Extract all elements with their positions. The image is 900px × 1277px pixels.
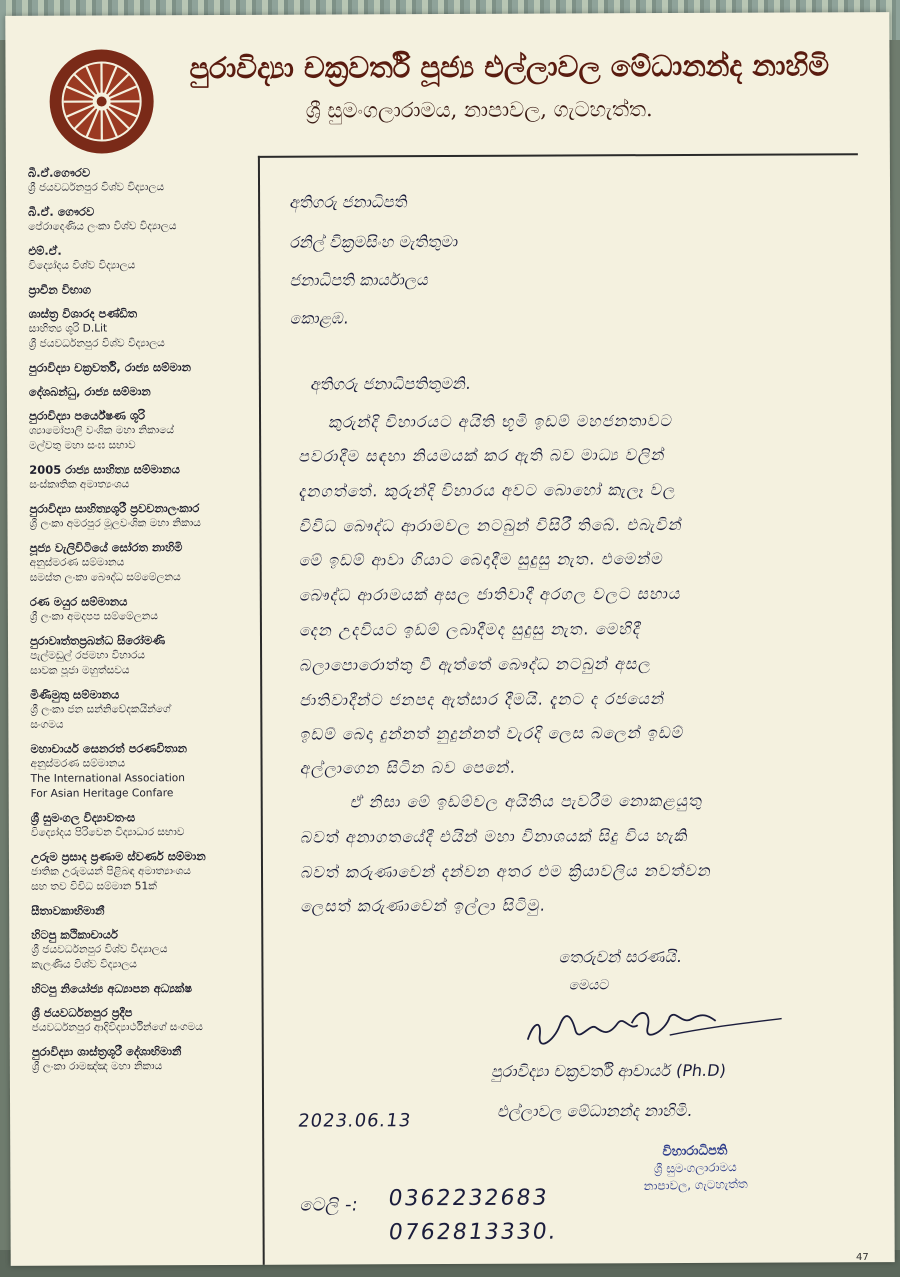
body-line: බෞද්ධ ආරාමයක් අසල ජාතිවාදී අරගල වලට සහාය (298, 583, 683, 605)
credential-item (29, 306, 261, 352)
letter-sheet (5, 12, 894, 1266)
closing-name-line: එල්ලාවල මේධානන්ද නාහිමි. (496, 1100, 694, 1121)
credential-item (30, 633, 262, 679)
credential-heading: පුරාවිද්‍යා පර්යේෂණ ශූරි (28, 408, 146, 423)
credential-item (28, 243, 260, 274)
letterhead-address: ශ්‍රී සුමංගලාරාමය, නාපාවල, ගැටහැත්ත. (305, 97, 653, 123)
credential-item (29, 408, 261, 454)
credential-heading: මිණිමුතු සම්මානය (30, 687, 120, 702)
credential-line: පේරාදෙණිය ලංකා විශ්ව විද්‍යාලය (28, 220, 177, 233)
body-line: විවිධ බෞද්ධ ආරාමවල නටබුන් විසිරී තිබේ. එබැවින් (298, 514, 685, 536)
body-line: දෙන උදවියට ඉඩම් ලබාදීමද සුදුසු නැත. මෙහිදී (298, 619, 643, 640)
credential-item (30, 594, 262, 625)
credential-heading: පූජ්‍ය වැලිවිටියේ සෝරත නාහිමි (29, 540, 183, 555)
recipient-line-3: ජනාධිපති කාර්යාලය (289, 270, 431, 290)
credential-line: සාහිත්‍ය ශූරි D.Lit (28, 322, 108, 335)
credential-item (31, 927, 263, 973)
credential-line: සංස්කෘතික අමාත්‍යංශය (29, 478, 130, 491)
credential-heading: සීතාවකාභිමානී (31, 903, 105, 918)
credential-line: සමස්ත ලංකා බෞද්ධ සම්මේලනය (29, 571, 181, 584)
credential-item (28, 165, 260, 196)
credential-item (30, 540, 262, 586)
body-line: ඒ නිසා මේ ඉඩම්වල අයිතිය පැවරීම නොකළයුතු (349, 790, 705, 812)
credential-heading: හිටපු කථිකාචාර්ය (31, 927, 118, 942)
credential-line: ශ්‍යාමෝපාලි වංශික මහා නිකායේ (29, 424, 175, 437)
body-line: ඉඩම් බෙදා දුන්නත් නුදුන්නත් වැරදි ලෙස බලෙන් ඉඩම් (299, 722, 686, 744)
credential-heading: 2005 රාජ්‍ය සාහිත්‍ය සම්මානය (29, 462, 180, 477)
credential-line: ජයවර්ධනපුර ආදිවිද්‍යාර්ථීන්ගේ සංගමය (31, 1021, 203, 1034)
credential-line: ශ්‍රී ලංකා රාමඤ්ඤ මහා නිකාය (31, 1060, 163, 1073)
body-line: ලෙසත් කරුණාවෙන් ඉල්ලා සිටිමු. (299, 895, 548, 916)
credential-line: සංගමය (30, 718, 64, 731)
recipient-line-2: රනිල් වික්‍රමසිංහ මැතිතුමා (289, 231, 460, 252)
official-stamp (610, 1141, 781, 1196)
credential-line: පැල්මඩුල් රජමහා විහාරය (30, 649, 146, 662)
handwritten-signature (520, 1001, 790, 1052)
credential-heading: මහාචාර්ය සෙනරත් පරණවිතාන (30, 741, 187, 756)
credential-item (29, 360, 261, 376)
credential-heading: උරුම ප්‍රසාද ප්‍රණාම ස්වර්ණ සම්මාන (30, 849, 206, 864)
body-line: බවත් කරුණාවෙන් දන්වන අතර එම ක්‍රියාවලිය නවත්වන (299, 860, 714, 882)
credential-line: කැලණිය විශ්ව විද්‍යාලය (31, 958, 137, 971)
credential-line: සාවක පූජා මහුත්සවය (30, 664, 130, 677)
credential-item (29, 462, 261, 493)
frame-divider-top (258, 153, 858, 158)
credential-line: ශ්‍රී ලංකා අමරපුර මූලවංශික මහා නිකාය (29, 517, 201, 530)
body-line: බවත් අනාගතයේදී එයින් මහා විනාශයක් සිදු විය හැකි (299, 825, 690, 847)
credential-item (31, 981, 263, 997)
credential-line: මල්වතු මහා සංඝ සභාව (29, 439, 136, 452)
closing-from: මෙයට (568, 977, 611, 994)
credential-heading: බී.ඒ. ගෞරව (28, 204, 95, 219)
letterhead-title: පුරාවිද්‍යා චක්‍රවර්ති පූජ්‍ය එල්ලාවල මේධානන්ද නාහිමි (189, 48, 830, 86)
credential-line: අනුස්මරණ සම්මානය (29, 556, 125, 569)
body-line: අල්ලාගෙන සිටින බව පෙනේ. (299, 757, 518, 778)
credential-line: අනුස්මරණ සම්මානය (30, 757, 126, 770)
credential-item (31, 903, 263, 919)
credential-item (32, 1005, 264, 1036)
body-line: කුරුන්දි විහාරයට අයිති භූමි ඉඩම් මහජනතාවට (327, 411, 675, 432)
credential-line: ශ්‍රී ජයවර්ධනපුර විශ්ව විද්‍යාලය (28, 181, 165, 194)
body-line: පවරාදීම සඳහා නියමයක් කර ඇති බව මාධ්‍ය වලින් (297, 445, 667, 466)
credential-line: For Asian Heritage Confare (30, 787, 174, 800)
credentials-sidebar (28, 165, 264, 1084)
credential-item (32, 1044, 264, 1075)
credential-line: ශ්‍රී ජයවර්ධනපුර විශ්ව විද්‍යාලය (28, 337, 165, 350)
stamp-line-2: ශ්‍රී සුමංගලාරාමය (653, 1160, 737, 1176)
credential-heading: පුරාවිද්‍යා චක්‍රවර්ති, රාජ්‍ය සම්මාන (28, 360, 191, 375)
credential-line: විද්‍යෝදය පිරිවෙන විද්‍යාධාර සභාව (30, 826, 185, 839)
credential-heading: ප්‍රාචීන විභාග (28, 282, 92, 297)
recipient-line-1: අතිගරු ජනාධිපති (288, 192, 409, 212)
closing-blessing: තෙරුවන් සරණයි. (558, 946, 684, 967)
credential-heading: ශාස්ත්‍ර විශාරද පණ්ඩිත (28, 306, 138, 321)
letter-date: 2023.06.13 (296, 1110, 413, 1132)
credential-heading: එම්.ඒ. (28, 243, 62, 258)
closing-title-line: පුරාවිද්‍යා චක්‍රවර්ති ආචාර්ය (Ph.D) (490, 1060, 728, 1081)
phone-label: ටෙලි -: (299, 1194, 360, 1216)
credential-heading: බී.ඒ.ගෞරව (27, 165, 91, 180)
credential-heading: පුරාවිද්‍යා ශාස්ත්‍රශූරී දේශාභිමානී (31, 1044, 182, 1059)
body-line: දැනගත්තේ. කුරුන්දි විහාරය අවට බොහෝ කැලෑ වල (298, 480, 678, 501)
stamp-line-1: විහාරාධිපති (662, 1143, 728, 1160)
corner-note: 47 (856, 1252, 869, 1263)
credential-heading: හිටපු නියෝජ්‍ය අධ්‍යාපන අධ්‍යක්ෂ (31, 981, 193, 996)
body-line: ජාතිවාදීන්ට ජනපද ඇත්සාර දීමයි. දැනට ද රජයෙන් (299, 689, 667, 710)
body-line: බලාපොරොත්තු වී ඇත්තේ බෞද්ධ නටබුන් අසල (298, 654, 654, 675)
credential-line: ජාතික උරුමයන් පිළිබඳ අමාත්‍යාංශය (30, 865, 191, 878)
credential-heading: රණ මයුර සම්මානය (29, 594, 128, 609)
credential-line: ශ්‍රී ලංකා අමදපප සම්මේලනය (29, 610, 159, 623)
credential-item (31, 849, 263, 895)
recipient-line-4: කොළඹ. (289, 308, 351, 328)
credential-heading: ශ්‍රී ජයවර්ධනපුර ප්‍රදීප (31, 1005, 133, 1020)
dharma-wheel-logo-icon (47, 47, 155, 155)
body-line: මේ ඉඩම් ආවා ගියාට බෙදාදීම සුදුසු නැත. එමෙන්ම (298, 549, 666, 570)
credential-item (28, 282, 260, 298)
credential-line: සහ තව විවිධ සම්මාන 51ක් (31, 880, 157, 893)
credential-item (29, 384, 261, 400)
credential-item (28, 204, 260, 235)
credential-heading: පුරාවිද්‍යා සාහිත්‍යශූරී ප්‍රවචනාලංකාර (29, 501, 200, 516)
credential-item (30, 687, 262, 733)
credential-line: ශ්‍රී ලංකා ජන සන්නිවේදකයින්ගේ (30, 703, 171, 716)
credential-heading: දේශබන්ධු, රාජ්‍ය සම්මාන (28, 384, 151, 399)
credential-item (30, 741, 262, 802)
credential-heading: ශ්‍රී සුමංගල විද්‍යාවතංස (30, 810, 136, 825)
credential-line: විද්‍යෝදය විශ්ව විද්‍යාලය (28, 259, 136, 272)
credential-item (29, 501, 261, 532)
credential-heading: පුරාවෘත්තප්‍රබන්ධ සිරෝමණි (29, 633, 166, 648)
stamp-line-3: නාපාවල, ගැටහැත්ත (643, 1176, 748, 1194)
phone-number-2: 0762813330. (386, 1219, 560, 1246)
credential-item (31, 810, 263, 841)
credential-line: ශ්‍රී ජයවර්ධනපුර විශ්ව විද්‍යාලය (31, 943, 168, 956)
salutation: අතිගරු ජනාධිපතිතුමනි. (309, 373, 473, 394)
credential-line: The International Association (30, 772, 186, 785)
phone-number-1: 0362232683 (386, 1185, 551, 1212)
